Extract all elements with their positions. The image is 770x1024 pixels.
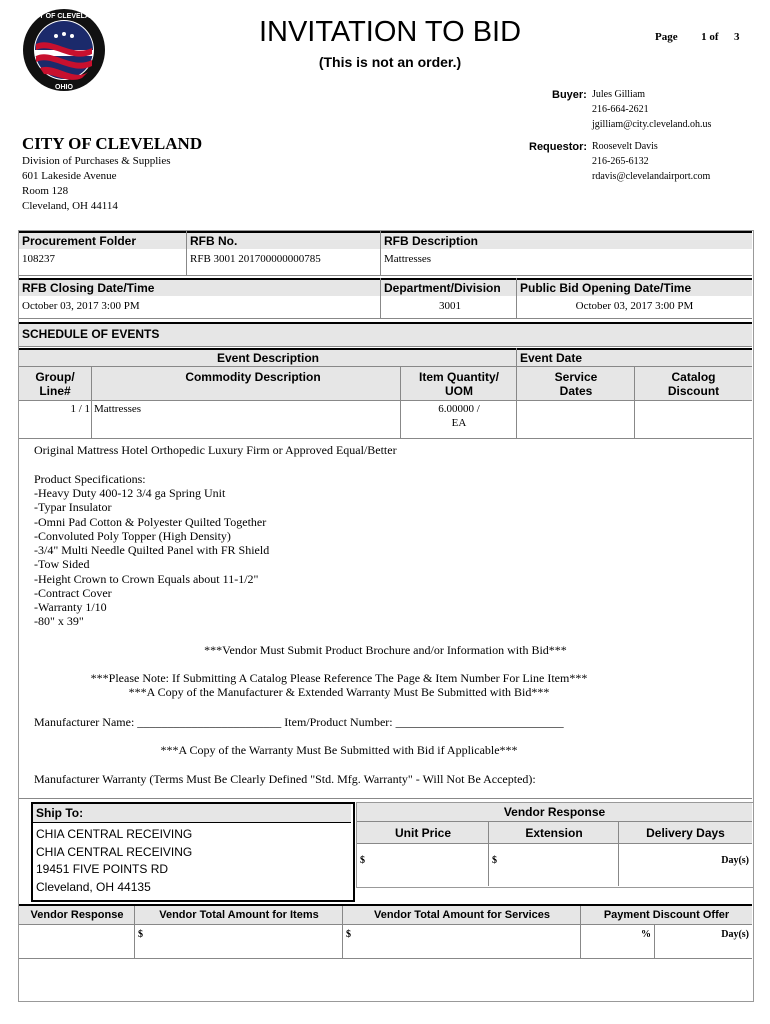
extension-dollar: $ xyxy=(492,855,497,866)
discount-percent-input[interactable] xyxy=(584,927,640,955)
row-uom: EA xyxy=(451,417,467,429)
manufacturer-line: Manufacturer Name: ________________________ Item/Product Number: ____________________________ xyxy=(34,715,564,729)
requestor-label: Requestor: xyxy=(529,141,588,153)
closing-value: October 03, 2017 3:00 PM xyxy=(22,300,140,312)
page-of: of xyxy=(709,31,719,43)
spec-item: -3/4" Multi Needle Quilted Panel with FR Shield xyxy=(34,543,270,557)
total-services-dollar: $ xyxy=(346,929,351,940)
event-description-label: Event Description xyxy=(216,351,320,365)
discount-days: Day(s) xyxy=(721,929,749,940)
opening-label: Public Bid Opening Date/Time xyxy=(520,281,692,295)
discount-days-input[interactable] xyxy=(658,927,718,955)
spec-item: -Typar Insulator xyxy=(34,500,112,514)
col-qty: Item Quantity/ xyxy=(418,370,499,384)
page-total: 3 xyxy=(734,31,740,43)
col-group-line xyxy=(20,370,90,398)
requestor-name: Roosevelt Davis xyxy=(592,141,658,152)
closing-label: RFB Closing Date/Time xyxy=(22,281,155,295)
vendor-note: ***Vendor Must Submit Product Brochure and/or Information with Bid*** xyxy=(204,643,567,657)
row-group-line: 1 / 1 xyxy=(70,403,90,415)
opening-value: October 03, 2017 3:00 PM xyxy=(575,300,694,312)
page-title: INVITATION TO BID xyxy=(258,16,522,48)
dept-value: 3001 xyxy=(439,300,461,312)
vendor-response-title: Vendor Response xyxy=(503,805,606,819)
unit-price-label: Unit Price xyxy=(394,826,451,840)
detail-line-1: Original Mattress Hotel Orthopedic Luxury Firm or Approved Equal/Better xyxy=(34,443,397,457)
dept-label: Department/Division xyxy=(384,281,501,295)
total-items-dollar: $ xyxy=(138,929,143,940)
org-address-line: Division of Purchases & Supplies xyxy=(22,155,171,167)
col-group-line-2: Line# xyxy=(39,384,71,398)
ship-to-line: CHIA CENTRAL RECEIVING xyxy=(36,827,193,841)
payment-discount-label: Payment Discount Offer xyxy=(603,909,730,921)
org-name: CITY OF CLEVELAND xyxy=(22,134,203,153)
spec-item: -Heavy Duty 400-12 3/4 ga Spring Unit xyxy=(34,486,226,500)
ship-to-line: Cleveland, OH 44135 xyxy=(36,880,151,894)
discount-percent: % xyxy=(641,929,651,940)
delivery-days-unit: Day(s) xyxy=(721,855,749,866)
warranty-copy-note: ***A Copy of the Manufacturer & Extended Warranty Must Be Submitted with Bid*** xyxy=(128,685,550,699)
requestor-phone: 216-265-6132 xyxy=(592,156,649,167)
rfb-no-label: RFB No. xyxy=(190,234,238,248)
rfb-desc-value: Mattresses xyxy=(384,253,432,265)
page-indicator xyxy=(655,31,745,43)
page-number: 1 xyxy=(701,31,707,43)
org-address-line: Room 128 xyxy=(22,185,69,197)
total-services-input[interactable] xyxy=(356,927,576,955)
requestor-email: rdavis@clevelandairport.com xyxy=(592,171,711,182)
extension-label: Extension xyxy=(525,826,583,840)
buyer-email: jgilliam@city.cleveland.oh.us xyxy=(592,119,712,130)
rfb-no-value: RFB 3001 201700000000785 xyxy=(190,253,321,265)
col-catalog: Catalog xyxy=(671,370,716,384)
spec-item: -80" x 39" xyxy=(34,614,84,628)
svg-text:CITY OF CLEVELAND: CITY OF CLEVELAND xyxy=(27,13,101,20)
row-qty: 6.00000 / xyxy=(438,403,480,415)
total-items-label: Vendor Total Amount for Items xyxy=(159,909,319,921)
proc-folder-label: Procurement Folder xyxy=(22,234,137,248)
col-commodity: Commodity Description xyxy=(185,370,321,384)
delivery-days-label: Delivery Days xyxy=(646,826,725,840)
ship-to-label: Ship To: xyxy=(36,806,84,820)
page-label: Page xyxy=(655,31,678,43)
total-services-label: Vendor Total Amount for Services xyxy=(373,909,551,921)
spec-item: -Contract Cover xyxy=(34,586,112,600)
spec-item: -Omni Pad Cotton & Polyester Quilted Together xyxy=(34,515,267,529)
col-qty-uom xyxy=(401,370,517,398)
unit-price-input[interactable] xyxy=(370,848,485,882)
spec-item: -Warranty 1/10 xyxy=(34,600,107,614)
warranty-applicable-note: ***A Copy of the Warranty Must Be Submitted with Bid if Applicable*** xyxy=(160,743,518,757)
spec-item: -Height Crown to Crown Equals about 11-1/2" xyxy=(34,572,259,586)
city-seal-logo xyxy=(22,8,106,92)
col-service-dates xyxy=(517,370,635,398)
col-uom: UOM xyxy=(445,384,473,398)
buyer-phone: 216-664-2621 xyxy=(592,104,649,115)
col-discount: Discount xyxy=(667,384,720,398)
col-group-line-1: Group/ xyxy=(35,370,75,384)
unit-price-dollar: $ xyxy=(360,855,365,866)
buyer-label: Buyer: xyxy=(552,89,587,101)
col-catalog-discount xyxy=(635,370,752,398)
manufacturer-warranty: Manufacturer Warranty (Terms Must Be Clearly Defined "Std. Mfg. Warranty" - Will Not Be Accepted): xyxy=(34,772,536,786)
total-items-input[interactable] xyxy=(148,927,338,955)
spec-item: -Tow Sided xyxy=(34,557,90,571)
org-address-line: Cleveland, OH 44114 xyxy=(22,200,118,212)
catalog-note: ***Please Note: If Submitting A Catalog Please Reference The Page & Item Number For Line Item*** xyxy=(90,671,588,685)
row-commodity: Mattresses xyxy=(94,403,142,415)
event-date-label: Event Date xyxy=(520,351,583,365)
col-dates: Dates xyxy=(559,384,593,398)
vendor-response-input[interactable] xyxy=(22,927,130,955)
schedule-title: SCHEDULE OF EVENTS xyxy=(22,327,160,341)
page-subtitle: (This is not an order.) xyxy=(318,54,462,70)
col-service: Service xyxy=(554,370,598,384)
delivery-days-input[interactable] xyxy=(622,848,712,882)
ship-to-line: CHIA CENTRAL RECEIVING xyxy=(36,845,193,859)
spec-title: Product Specifications: xyxy=(34,472,146,486)
proc-folder-value: 108237 xyxy=(22,253,55,265)
org-address-line: 601 Lakeside Avenue xyxy=(22,170,117,182)
svg-text:OHIO: OHIO xyxy=(55,84,73,91)
rfb-desc-label: RFB Description xyxy=(384,234,479,248)
buyer-name: Jules Gilliam xyxy=(592,89,646,100)
spec-item: -Convoluted Poly Topper (High Density) xyxy=(34,529,231,543)
ship-to-line: 19451 FIVE POINTS RD xyxy=(36,862,169,876)
extension-input[interactable] xyxy=(502,848,614,882)
totals-vendor-response-label: Vendor Response xyxy=(30,909,124,921)
